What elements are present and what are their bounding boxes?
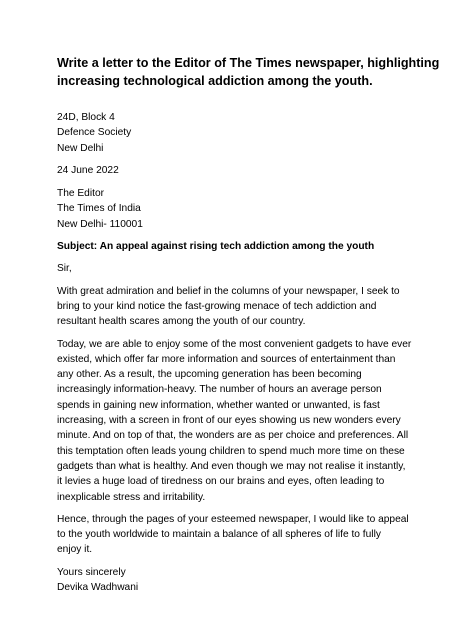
paragraph-line: bring to your kind notice the fast-growing menace of tech addiction and — [57, 300, 377, 312]
document-heading — [57, 54, 440, 90]
paragraph-line: Today, we are able to enjoy some of the most convenient gadgets to have ever — [57, 338, 412, 350]
paragraph-2 — [57, 337, 447, 505]
paragraph-line: inexplicable stress and irritability. — [57, 491, 206, 503]
address-line: New Delhi — [57, 142, 104, 154]
paragraph-line: any other. As a result, the upcoming generation has been becoming — [57, 369, 362, 381]
recipient-line: The Editor — [57, 188, 104, 200]
heading-line: Write a letter to the Editor of The Times newspaper, highlighting — [57, 56, 440, 70]
letter-subject: Subject: An appeal against rising tech addiction among the youth — [57, 241, 375, 253]
letter-signature: Devika Wadhwani — [57, 582, 139, 594]
paragraph-line: increasing, with a screen in front of our eyes showing us new wonders every — [57, 415, 401, 427]
recipient-line: New Delhi- 110001 — [57, 218, 143, 230]
paragraph-1 — [57, 284, 447, 330]
paragraph-line: With great admiration and belief in the columns of your newspaper, I seek to — [57, 285, 400, 297]
paragraph-line: gadgets than what is healthy. And even though we may not realise it instantly, — [57, 460, 406, 472]
recipient-address — [57, 186, 447, 232]
heading-line: increasing technological addiction among the youth. — [57, 74, 373, 88]
letter-salutation: Sir, — [57, 263, 72, 275]
paragraph-line: resultant health scares among the youth of our country. — [57, 316, 306, 328]
paragraph-line: Hence, through the pages of your esteemed newspaper, I would like to appeal — [57, 513, 409, 525]
letter-date: 24 June 2022 — [57, 164, 119, 176]
letter-signoff — [57, 565, 447, 596]
paragraph-line: spends in gaining new information, whether wanted or unwanted, is fast — [57, 399, 380, 411]
paragraph-line: this temptation often leads young children to spend much more time on these — [57, 445, 405, 457]
paragraph-line: enjoy it. — [57, 544, 93, 556]
letter-closing: Yours sincerely — [57, 566, 126, 578]
paragraph-line: to the youth worldwide to maintain a balance of all spheres of life to fully — [57, 529, 381, 541]
sender-address — [57, 110, 447, 156]
address-line: 24D, Block 4 — [57, 112, 115, 123]
paragraph-line: increasingly information-heavy. The number of hours an average person — [57, 384, 382, 396]
recipient-line: The Times of India — [57, 203, 141, 215]
paragraph-line: minute. And on top of that, the wonders are as per choice and preferences. All — [57, 430, 409, 442]
paragraph-line: it levies a huge load of tiredness on our brains and eyes, often leading to — [57, 476, 385, 488]
paragraph-3 — [57, 512, 447, 558]
address-line: Defence Society — [57, 127, 132, 139]
letter-body — [57, 110, 447, 595]
paragraph-line: existed, which offer far more information and sources of entertainment than — [57, 353, 396, 365]
